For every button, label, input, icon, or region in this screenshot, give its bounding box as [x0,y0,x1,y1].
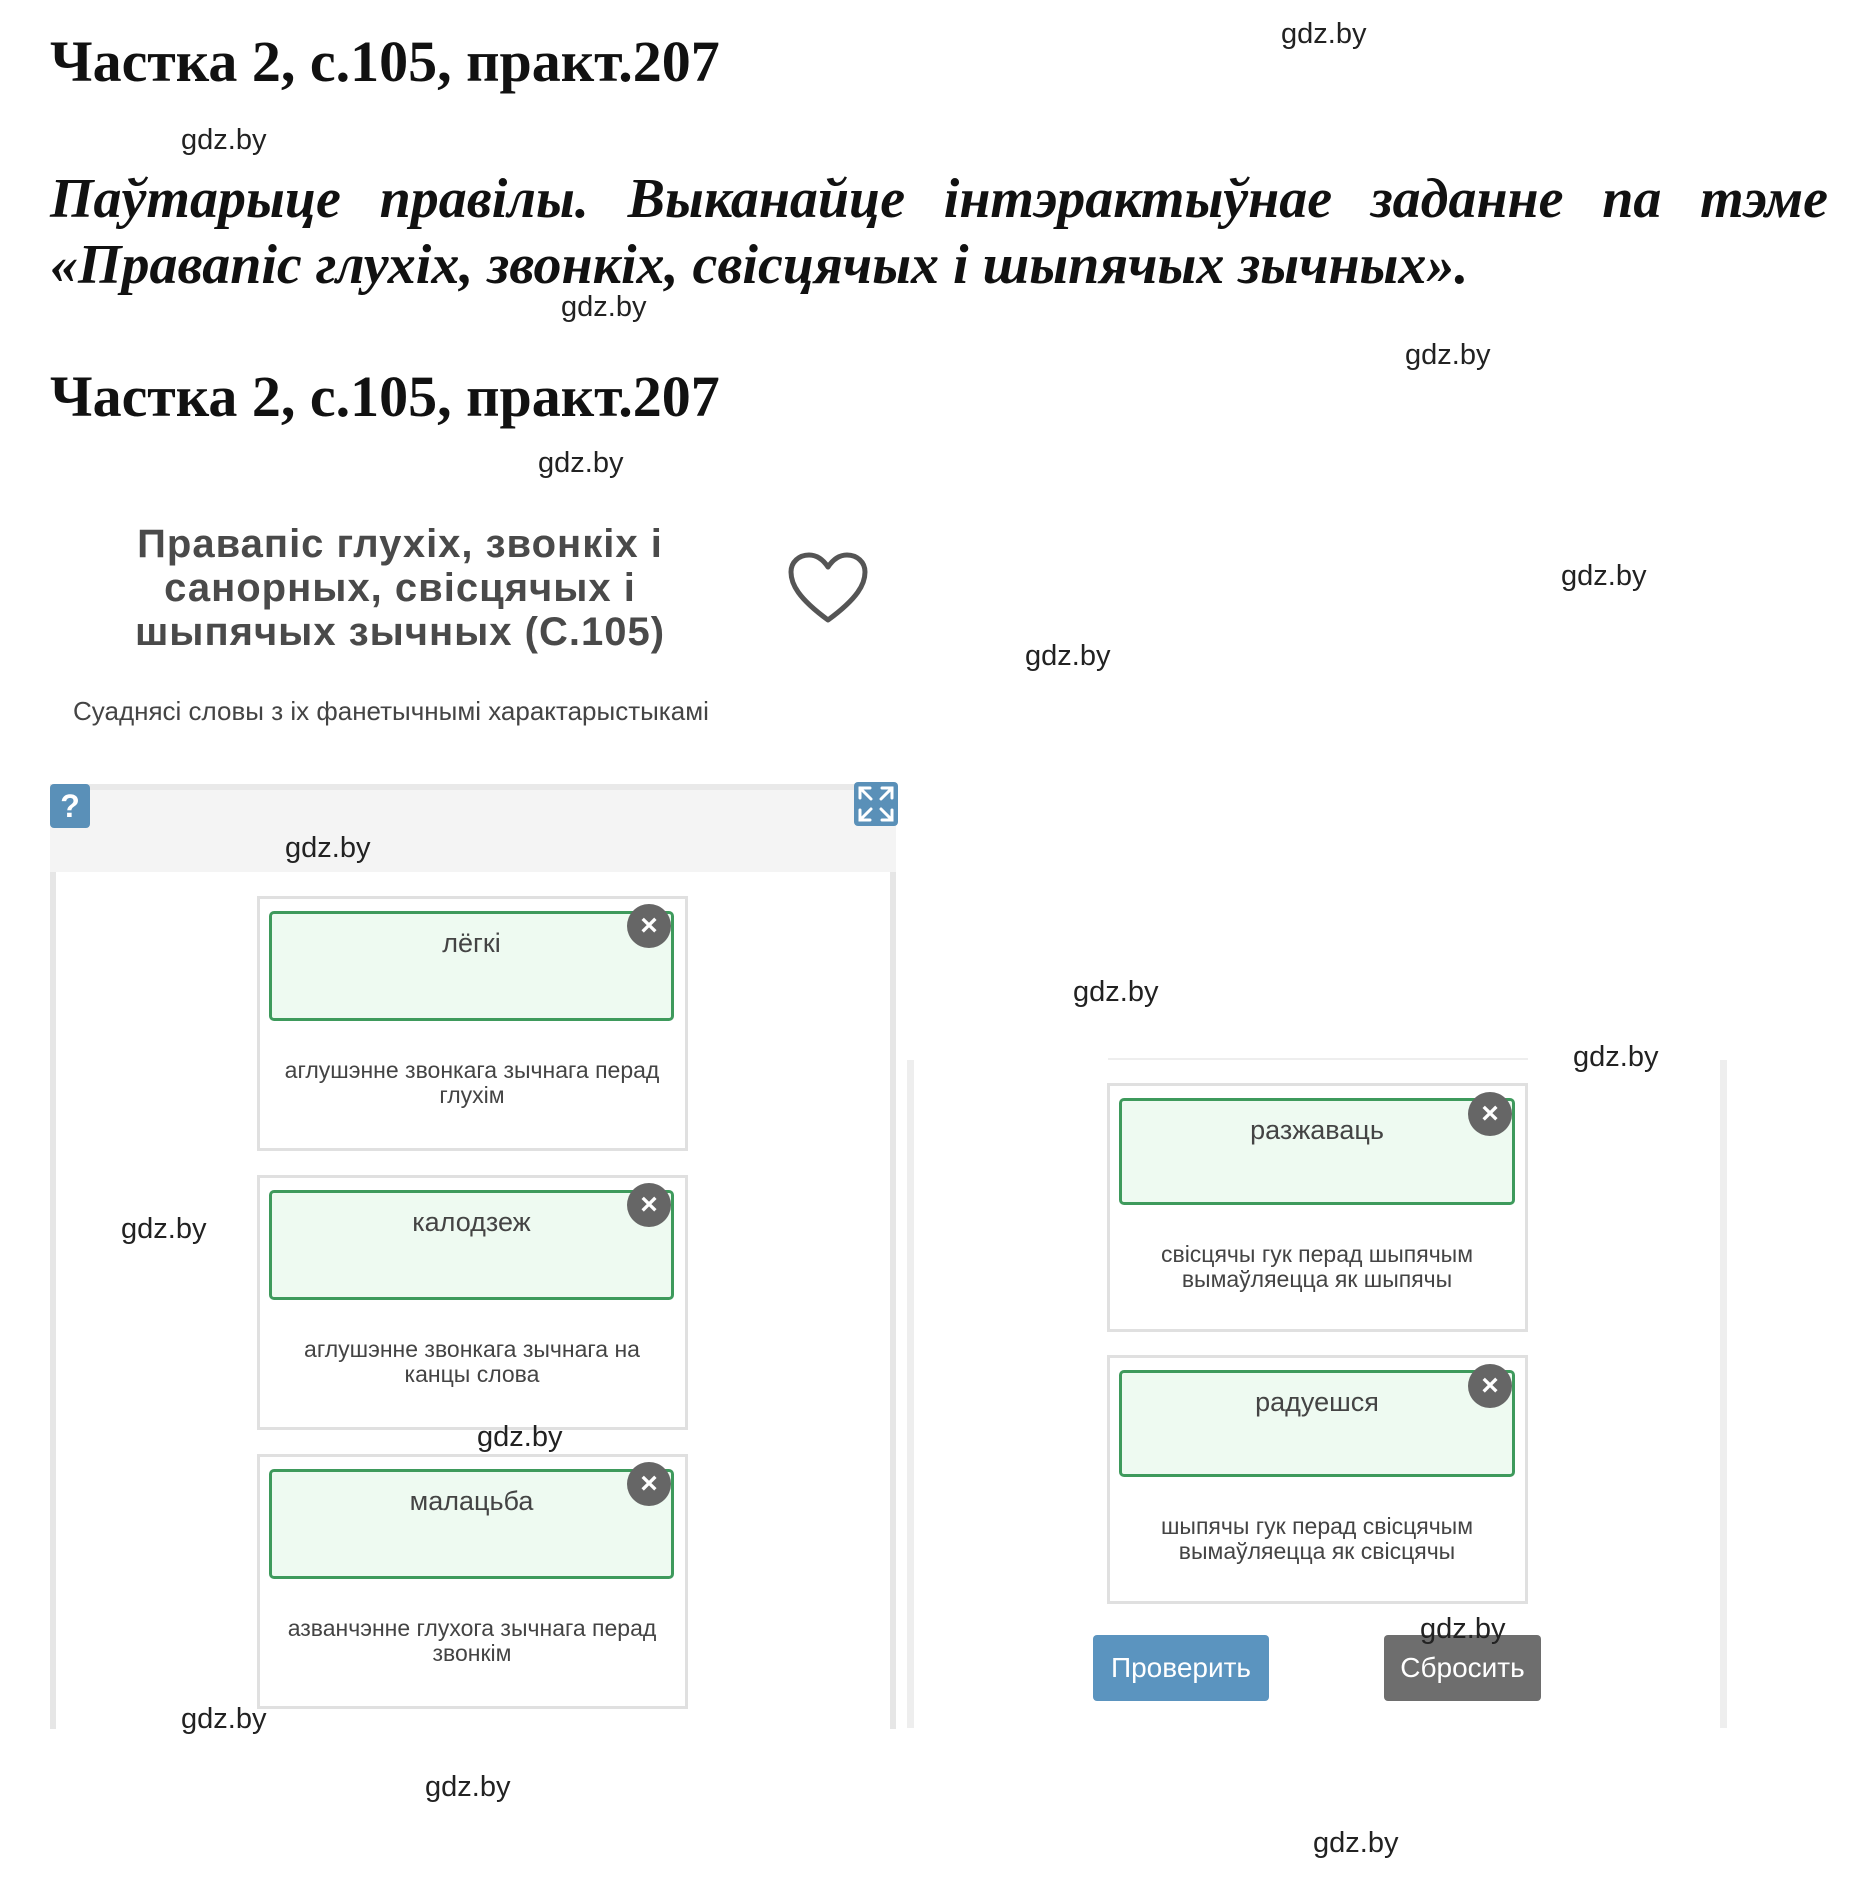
watermark: gdz.by [285,832,371,864]
task-text [50,166,1828,298]
widget-title [120,522,680,654]
watermark: gdz.by [538,447,624,479]
widget-panel-right-border [907,1060,914,1728]
close-icon[interactable]: × [627,1183,671,1227]
widget-title-line: санорных, свісцячых і [164,566,636,610]
watermark: gdz.by [1420,1613,1506,1645]
watermark: gdz.by [181,1703,267,1735]
widget-title-line: шыпячых зычных (С.105) [134,610,666,654]
close-icon[interactable]: × [1468,1364,1512,1408]
watermark: gdz.by [425,1771,511,1803]
answer-slot[interactable]: калодзеж [269,1190,674,1300]
answer-slot[interactable]: радуешся [1119,1370,1515,1477]
page-heading-top: Частка 2, с.105, практ.207 [50,29,720,94]
watermark: gdz.by [1025,640,1111,672]
answer-slot[interactable]: малацьба [269,1469,674,1579]
watermark: gdz.by [561,291,647,323]
check-button[interactable]: Проверить [1093,1635,1269,1701]
widget-panel-right-border [1720,1060,1727,1728]
heart-icon[interactable] [788,552,868,624]
answer-slot[interactable]: разжаваць [1119,1098,1515,1205]
expand-icon [854,782,898,826]
watermark: gdz.by [1573,1041,1659,1073]
card-description: аглушэнне звонкага зычнага на канцы слова [304,1336,640,1387]
widget-panel-right-divider [1108,1058,1528,1060]
watermark: gdz.by [1281,18,1367,50]
card-description: свісцячы гук перад шыпячым вымаўляецца як шыпячы [1160,1241,1474,1292]
widget-title-line: Правапіс глухіх, звонкіх і [137,522,663,566]
watermark: gdz.by [1561,560,1647,592]
watermark: gdz.by [1405,339,1491,371]
watermark: gdz.by [121,1213,207,1245]
close-icon[interactable]: × [1468,1092,1512,1136]
card-description: шыпячы гук перад свісцячым вымаўляецца як свісцячы [1160,1513,1474,1564]
watermark: gdz.by [477,1421,563,1453]
watermark: gdz.by [181,124,267,156]
fullscreen-button[interactable] [854,782,898,826]
watermark: gdz.by [1313,1827,1399,1859]
page-heading-second: Частка 2, с.105, практ.207 [50,364,720,429]
watermark: gdz.by [1073,976,1159,1008]
help-button[interactable]: ? [50,784,90,828]
close-icon[interactable]: × [627,904,671,948]
card-description: азванчэнне глухога зычнага перад звонкім [287,1615,657,1666]
reset-button[interactable]: Сбросить [1384,1635,1541,1701]
task-line-1: Паўтарыце правілы. Выканайце інтэрактыўнае заданне па тэме [50,168,1828,230]
widget-toolbar [50,784,896,872]
instruction-text: Суаднясі словы з іх фанетычнымі характарыстыкамі [73,696,709,726]
answer-slot[interactable]: лёгкі [269,911,674,1021]
task-line-2: «Правапіс глухіх, звонкіх, свісцячых і шыпячых зычных». [50,234,1469,296]
card-description: аглушэнне звонкага зычнага перад глухім [284,1057,660,1108]
close-icon[interactable]: × [627,1462,671,1506]
